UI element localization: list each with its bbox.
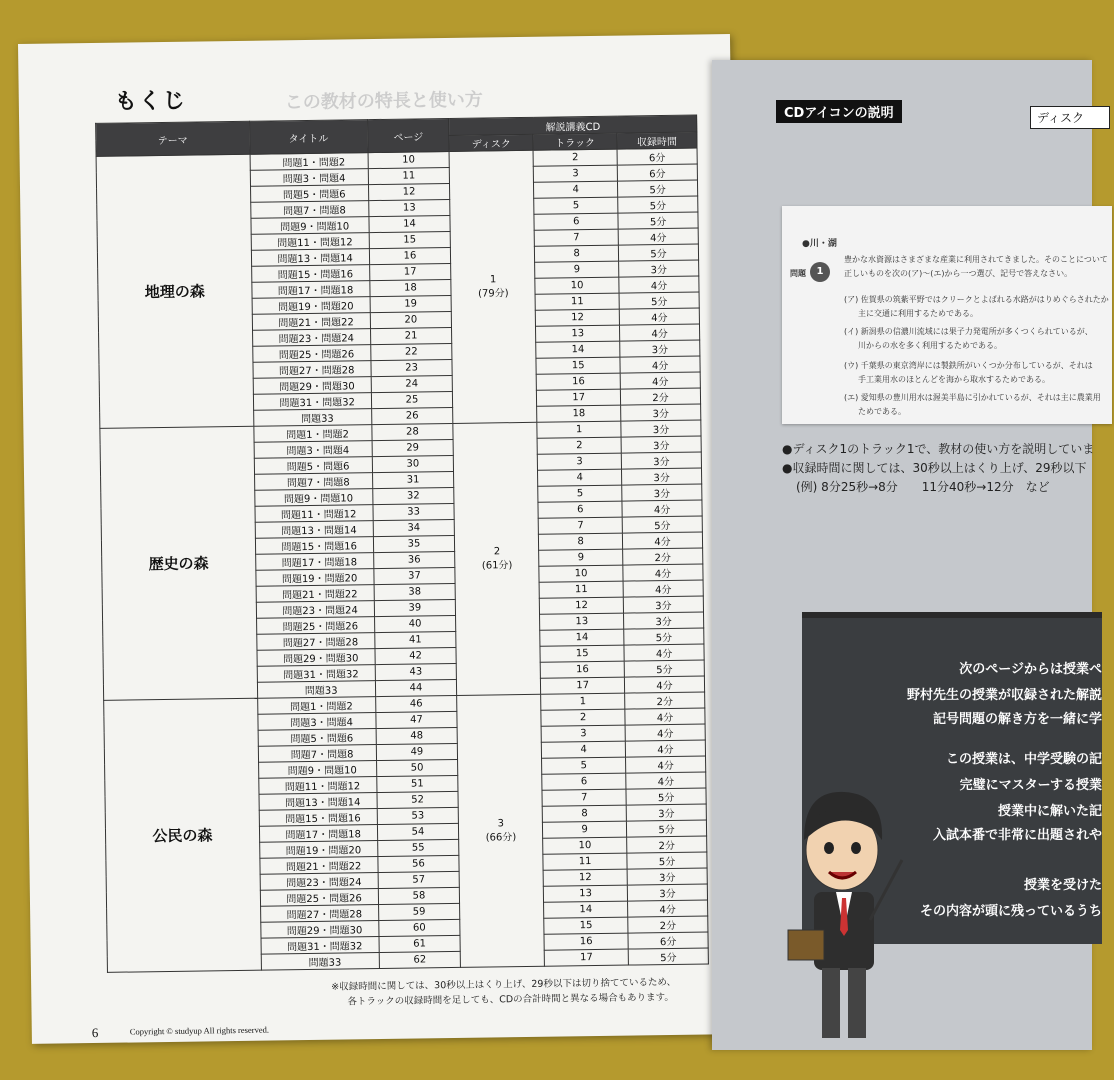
page-cell: 15 [369,231,451,248]
title-cell: 問題21・問題22 [260,857,378,875]
track-cell: 1 [541,693,625,710]
title-cell: 問題15・問題16 [255,537,373,555]
track-cell: 4 [534,181,618,198]
page-cell: 59 [378,903,460,920]
duration-cell: 5分 [619,292,699,309]
track-cell: 12 [536,309,620,326]
duration-note [331,975,676,1010]
title-cell: 問題13・問題14 [255,521,373,539]
track-cell: 14 [544,901,628,918]
page-cell: 28 [371,423,453,440]
track-cell: 6 [534,213,618,230]
duration-cell: 5分 [622,516,702,533]
duration-cell: 2分 [628,916,708,933]
page-cell: 58 [378,887,460,904]
track-cell: 1 [537,421,621,438]
duration-cell: 6分 [628,932,708,949]
page-number: 6 [91,1024,99,1041]
duration-cell: 2分 [625,692,705,709]
title-cell: 問題17・問題18 [255,553,373,571]
duration-cell: 4分 [619,308,699,325]
page-cell: 51 [376,775,458,792]
title-cell: 問題27・問題28 [256,633,374,651]
track-cell: 16 [536,373,620,390]
title-cell: 問題13・問題14 [259,793,377,811]
duration-cell: 4分 [628,900,708,917]
track-cell: 12 [540,597,624,614]
header-track: トラック [533,133,617,150]
page-cell: 42 [375,647,457,664]
page-cell: 33 [373,503,455,520]
question-tree-icon: 1 [810,262,830,282]
theme-cell: 公民の森 [104,698,262,972]
page-cell: 60 [378,919,460,936]
bullet-3: (例) 8分25秒→8分 11分40秒→12分 など [796,480,1050,494]
title-cell: 問題29・問題30 [253,377,371,395]
track-cell: 12 [543,869,627,886]
page-cell: 13 [368,199,450,216]
track-cell: 6 [538,501,622,518]
title-cell: 問題25・問題26 [256,617,374,635]
title-cell: 問題33 [257,681,375,699]
duration-cell: 4分 [626,772,706,789]
duration-cell: 3分 [621,420,701,437]
sample-line: ためである。 [858,407,906,416]
track-cell: 5 [538,485,622,502]
title-cell: 問題9・問題10 [258,761,376,779]
page-cell: 21 [370,327,452,344]
title-cell: 問題11・問題12 [255,505,373,523]
track-cell: 11 [539,581,623,598]
duration-cell: 4分 [623,580,703,597]
duration-cell: 4分 [625,708,705,725]
track-cell: 9 [543,821,627,838]
track-cell: 15 [536,357,620,374]
duration-cell: 3分 [621,404,701,421]
duration-cell: 3分 [622,484,702,501]
track-cell: 7 [538,517,622,534]
sample-line: (ウ) 千葉県の東京湾岸には製鉄所がいくつか分布しているが、それは [844,361,1093,370]
title-cell: 問題7・問題8 [254,473,372,491]
board-line: その内容が頭に残っているうち [919,904,1102,919]
duration-cell: 3分 [621,452,701,469]
duration-cell: 4分 [625,676,705,693]
track-cell: 5 [542,757,626,774]
track-cell: 3 [541,725,625,742]
title-cell: 問題25・問題26 [252,345,370,363]
header-disc: ディスク [449,134,533,151]
title-cell: 問題23・問題24 [260,873,378,891]
track-cell: 11 [535,293,619,310]
duration-cell: 4分 [623,564,703,581]
duration-cell: 6分 [617,148,697,165]
sample-line: (ア) 佐賀県の筑紫平野ではクリークとよばれる水路がはりめぐらされたか [844,295,1109,304]
track-cell: 13 [536,325,620,342]
page-cell: 57 [378,871,460,888]
bullet-2: ●収録時間に関しては、30秒以上はくり上げ、29秒以下 [782,461,1087,475]
page-cell: 35 [373,535,455,552]
page-cell: 30 [372,455,454,472]
duration-cell: 3分 [627,884,707,901]
explanation-bullets [782,440,1094,497]
track-cell: 13 [544,885,628,902]
duration-cell: 5分 [626,788,706,805]
page-cell: 44 [375,679,457,696]
cd-icon-label: CDアイコンの説明 [776,100,902,123]
note-line-1: ※収録時間に関しては、30秒以上はくり上げ、29秒以下は切り捨てているため、 [331,976,677,993]
track-cell: 9 [535,261,619,278]
page-cell: 38 [374,583,456,600]
title-cell: 問題11・問題12 [258,777,376,795]
track-cell: 2 [533,149,617,166]
duration-cell: 3分 [624,612,704,629]
duration-cell: 5分 [628,948,708,965]
header-cd-group: 解説講義CD [449,115,697,135]
track-cell: 11 [543,853,627,870]
page-cell: 48 [376,727,458,744]
title-cell: 問題19・問題20 [256,569,374,587]
title-cell: 問題25・問題26 [260,889,378,907]
duration-cell: 3分 [627,868,707,885]
title-cell: 問題15・問題16 [251,265,369,283]
title-cell: 問題3・問題4 [250,169,368,187]
disc-cell [457,694,545,967]
toc-table [95,115,709,973]
title-cell: 問題3・問題4 [258,713,376,731]
duration-cell: 3分 [620,340,700,357]
title-cell: 問題23・問題24 [252,329,370,347]
page-cell: 14 [368,215,450,232]
title-cell: 問題33 [253,409,371,427]
bullet-1: ●ディスク1のトラック1で、教材の使い方を説明していま [782,442,1095,456]
header-title: タイトル [249,120,367,155]
disc-total: (79分) [478,287,509,300]
page-cell: 17 [369,263,451,280]
track-cell: 13 [540,613,624,630]
page-cell: 19 [370,295,452,312]
track-cell: 18 [537,405,621,422]
title-cell: 問題7・問題8 [258,745,376,763]
page-cell: 41 [374,631,456,648]
duration-cell: 4分 [625,740,705,757]
board-line: この授業は、中学受験の記 [945,752,1102,767]
theme-cell: 地理の森 [96,154,254,428]
track-cell: 16 [544,933,628,950]
duration-cell: 4分 [625,724,705,741]
track-cell: 4 [542,741,626,758]
page-cell: 55 [377,839,459,856]
track-cell: 9 [539,549,623,566]
duration-cell: 4分 [622,500,702,517]
track-cell: 8 [535,245,619,262]
track-cell: 4 [538,469,622,486]
page-cell: 31 [372,471,454,488]
track-cell: 17 [541,677,625,694]
board-line: 記号問題の解き方を一緒に学 [932,712,1102,727]
header-theme: テーマ [96,121,250,156]
page-cell: 12 [368,183,450,200]
page-cell: 37 [373,567,455,584]
page-cell: 29 [372,439,454,456]
title-cell: 問題3・問題4 [254,441,372,459]
track-cell: 8 [542,805,626,822]
duration-cell: 5分 [627,820,707,837]
disc-cell [453,422,541,695]
track-cell: 10 [543,837,627,854]
duration-cell: 4分 [620,356,700,373]
track-cell: 14 [540,629,624,646]
duration-cell: 5分 [618,196,698,213]
duration-cell: 5分 [618,180,698,197]
sample-line: 豊かな水資源はさまざまな産業に利用されてきました。そのことについて [844,255,1108,264]
duration-cell: 5分 [618,244,698,261]
title-cell: 問題5・問題6 [254,457,372,475]
duration-cell: 3分 [626,804,706,821]
track-cell: 7 [542,789,626,806]
track-cell: 7 [534,229,618,246]
page-cell: 52 [377,791,459,808]
board-line: 完璧にマスターする授業 [959,778,1102,793]
track-cell: 8 [539,533,623,550]
title-cell: 問題19・問題20 [252,297,370,315]
duration-cell: 4分 [624,644,704,661]
page-cell: 18 [369,279,451,296]
title-cell: 問題33 [261,953,379,971]
board-line: 野村先生の授業が収録された解説 [906,688,1102,703]
title-cell: 問題27・問題28 [253,361,371,379]
page-cell: 53 [377,807,459,824]
title-cell: 問題9・問題10 [254,489,372,507]
sample-line: 川からの水を多く利用するためである。 [858,341,1002,350]
title-cell: 問題13・問題14 [251,249,369,267]
track-cell: 10 [535,277,619,294]
title-cell: 問題1・問題2 [250,153,368,171]
page-cell: 32 [372,487,454,504]
title-cell: 問題5・問題6 [250,185,368,203]
disc-total: (66分) [485,831,517,844]
track-cell: 3 [538,453,622,470]
title-cell: 問題29・問題30 [257,649,375,667]
page-cell: 61 [379,935,461,952]
title-cell: 問題27・問題28 [260,905,378,923]
duration-cell: 5分 [627,852,707,869]
page-cell: 46 [375,695,457,712]
track-cell: 15 [544,917,628,934]
board-line: 次のページからは授業ペ [959,662,1102,677]
duration-cell: 5分 [624,660,704,677]
duration-cell: 2分 [623,548,703,565]
left-page [18,34,744,1044]
page-cell: 10 [368,151,450,168]
title-cell: 問題21・問題22 [256,585,374,603]
page-cell: 22 [370,343,452,360]
page-cell: 40 [374,615,456,632]
page-cell: 34 [373,519,455,536]
duration-cell: 4分 [618,228,698,245]
page-cell: 16 [369,247,451,264]
track-cell: 15 [540,645,624,662]
disc-number: 1 [489,273,497,285]
header-duration: 収録時間 [617,132,697,149]
title-cell: 問題9・問題10 [251,217,369,235]
title-cell: 問題5・問題6 [258,729,376,747]
show-through-heading: この教材の特長と使い方 [284,89,483,114]
title-cell: 問題15・問題16 [259,809,377,827]
title-cell: 問題31・問題32 [253,393,371,411]
sample-line: (イ) 新潟県の信濃川流域には果子力発電所が多くつくられているが、 [844,327,1093,336]
track-cell: 10 [539,565,623,582]
disc-total: (61分) [481,559,513,572]
duration-cell: 6分 [617,164,697,181]
title-cell: 問題1・問題2 [257,697,375,715]
board-line: 授業を受けた [1023,878,1102,893]
teacher-illustration [774,780,904,1050]
title-cell: 問題29・問題30 [261,921,379,939]
duration-cell: 4分 [620,372,700,389]
page-cell: 24 [371,375,453,392]
note-line-2: 各トラックの収録時間を足しても、CDの合計時間と異なる場合もあります。 [347,991,674,1008]
duration-cell: 3分 [621,436,701,453]
title-cell: 問題17・問題18 [259,825,377,843]
duration-cell: 4分 [620,324,700,341]
track-cell: 2 [541,709,625,726]
question-label: 問題 [790,269,806,278]
duration-cell: 3分 [622,468,702,485]
page-cell: 20 [370,311,452,328]
title-cell: 問題31・問題32 [261,937,379,955]
theme-cell: 歴史の森 [100,426,258,700]
disk-tag: ディスク [1030,106,1110,129]
duration-cell: 5分 [624,628,704,645]
title-cell: 問題31・問題32 [257,665,375,683]
title-cell: 問題21・問題22 [252,313,370,331]
page-cell: 47 [375,711,457,728]
duration-cell: 3分 [619,260,699,277]
title-cell: 問題11・問題12 [251,233,369,251]
duration-cell: 4分 [626,756,706,773]
track-cell: 6 [542,773,626,790]
page-cell: 56 [377,855,459,872]
track-cell: 16 [540,661,624,678]
page-cell: 54 [377,823,459,840]
right-page [712,60,1109,1050]
page-cell: 26 [371,407,453,424]
duration-cell: 2分 [620,388,700,405]
sample-line: 主に交通に利用するためである。 [858,309,978,318]
board-line: 授業中に解いた記 [997,804,1102,819]
page-cell: 62 [379,951,461,968]
page-cell: 43 [375,663,457,680]
sample-line: (エ) 愛知県の豊川用水は渥美半島に引かれているが、それは主に農業用 [844,393,1101,402]
title-cell: 問題7・問題8 [250,201,368,219]
title-cell: 問題23・問題24 [256,601,374,619]
track-cell: 3 [534,165,618,182]
disc-number: 2 [493,545,501,557]
sample-question-card [782,206,1112,424]
duration-cell: 4分 [619,276,699,293]
page-cell: 50 [376,759,458,776]
page-cell: 11 [368,167,450,184]
sample-heading: ●川・湖 [802,239,837,249]
toc-title: もくじ [114,88,188,115]
title-cell: 問題1・問題2 [254,425,372,443]
page-cell: 39 [374,599,456,616]
disc-cell [449,150,537,423]
page-cell: 36 [373,551,455,568]
page-cell: 49 [376,743,458,760]
track-cell: 2 [537,437,621,454]
disc-number: 3 [497,817,505,829]
header-page: ページ [367,118,449,152]
sample-line: 手工業用水のほとんどを海から取水するためである。 [858,375,1050,384]
duration-cell: 3分 [623,596,703,613]
page-cell: 25 [371,391,453,408]
duration-cell: 5分 [618,212,698,229]
track-cell: 14 [536,341,620,358]
title-cell: 問題19・問題20 [259,841,377,859]
track-cell: 17 [537,389,621,406]
board-line: 入試本番で非常に出題されや [932,828,1102,843]
page-cell: 23 [371,359,453,376]
track-cell: 17 [544,949,628,966]
duration-cell: 2分 [627,836,707,853]
duration-cell: 4分 [622,532,702,549]
track-cell: 5 [534,197,618,214]
sample-line: 正しいものを次の(ア)〜(エ)から一つ選び、記号で答えなさい。 [844,269,1073,278]
copyright: Copyright © studyup All rights reserved. [129,1024,270,1037]
title-cell: 問題17・問題18 [252,281,370,299]
